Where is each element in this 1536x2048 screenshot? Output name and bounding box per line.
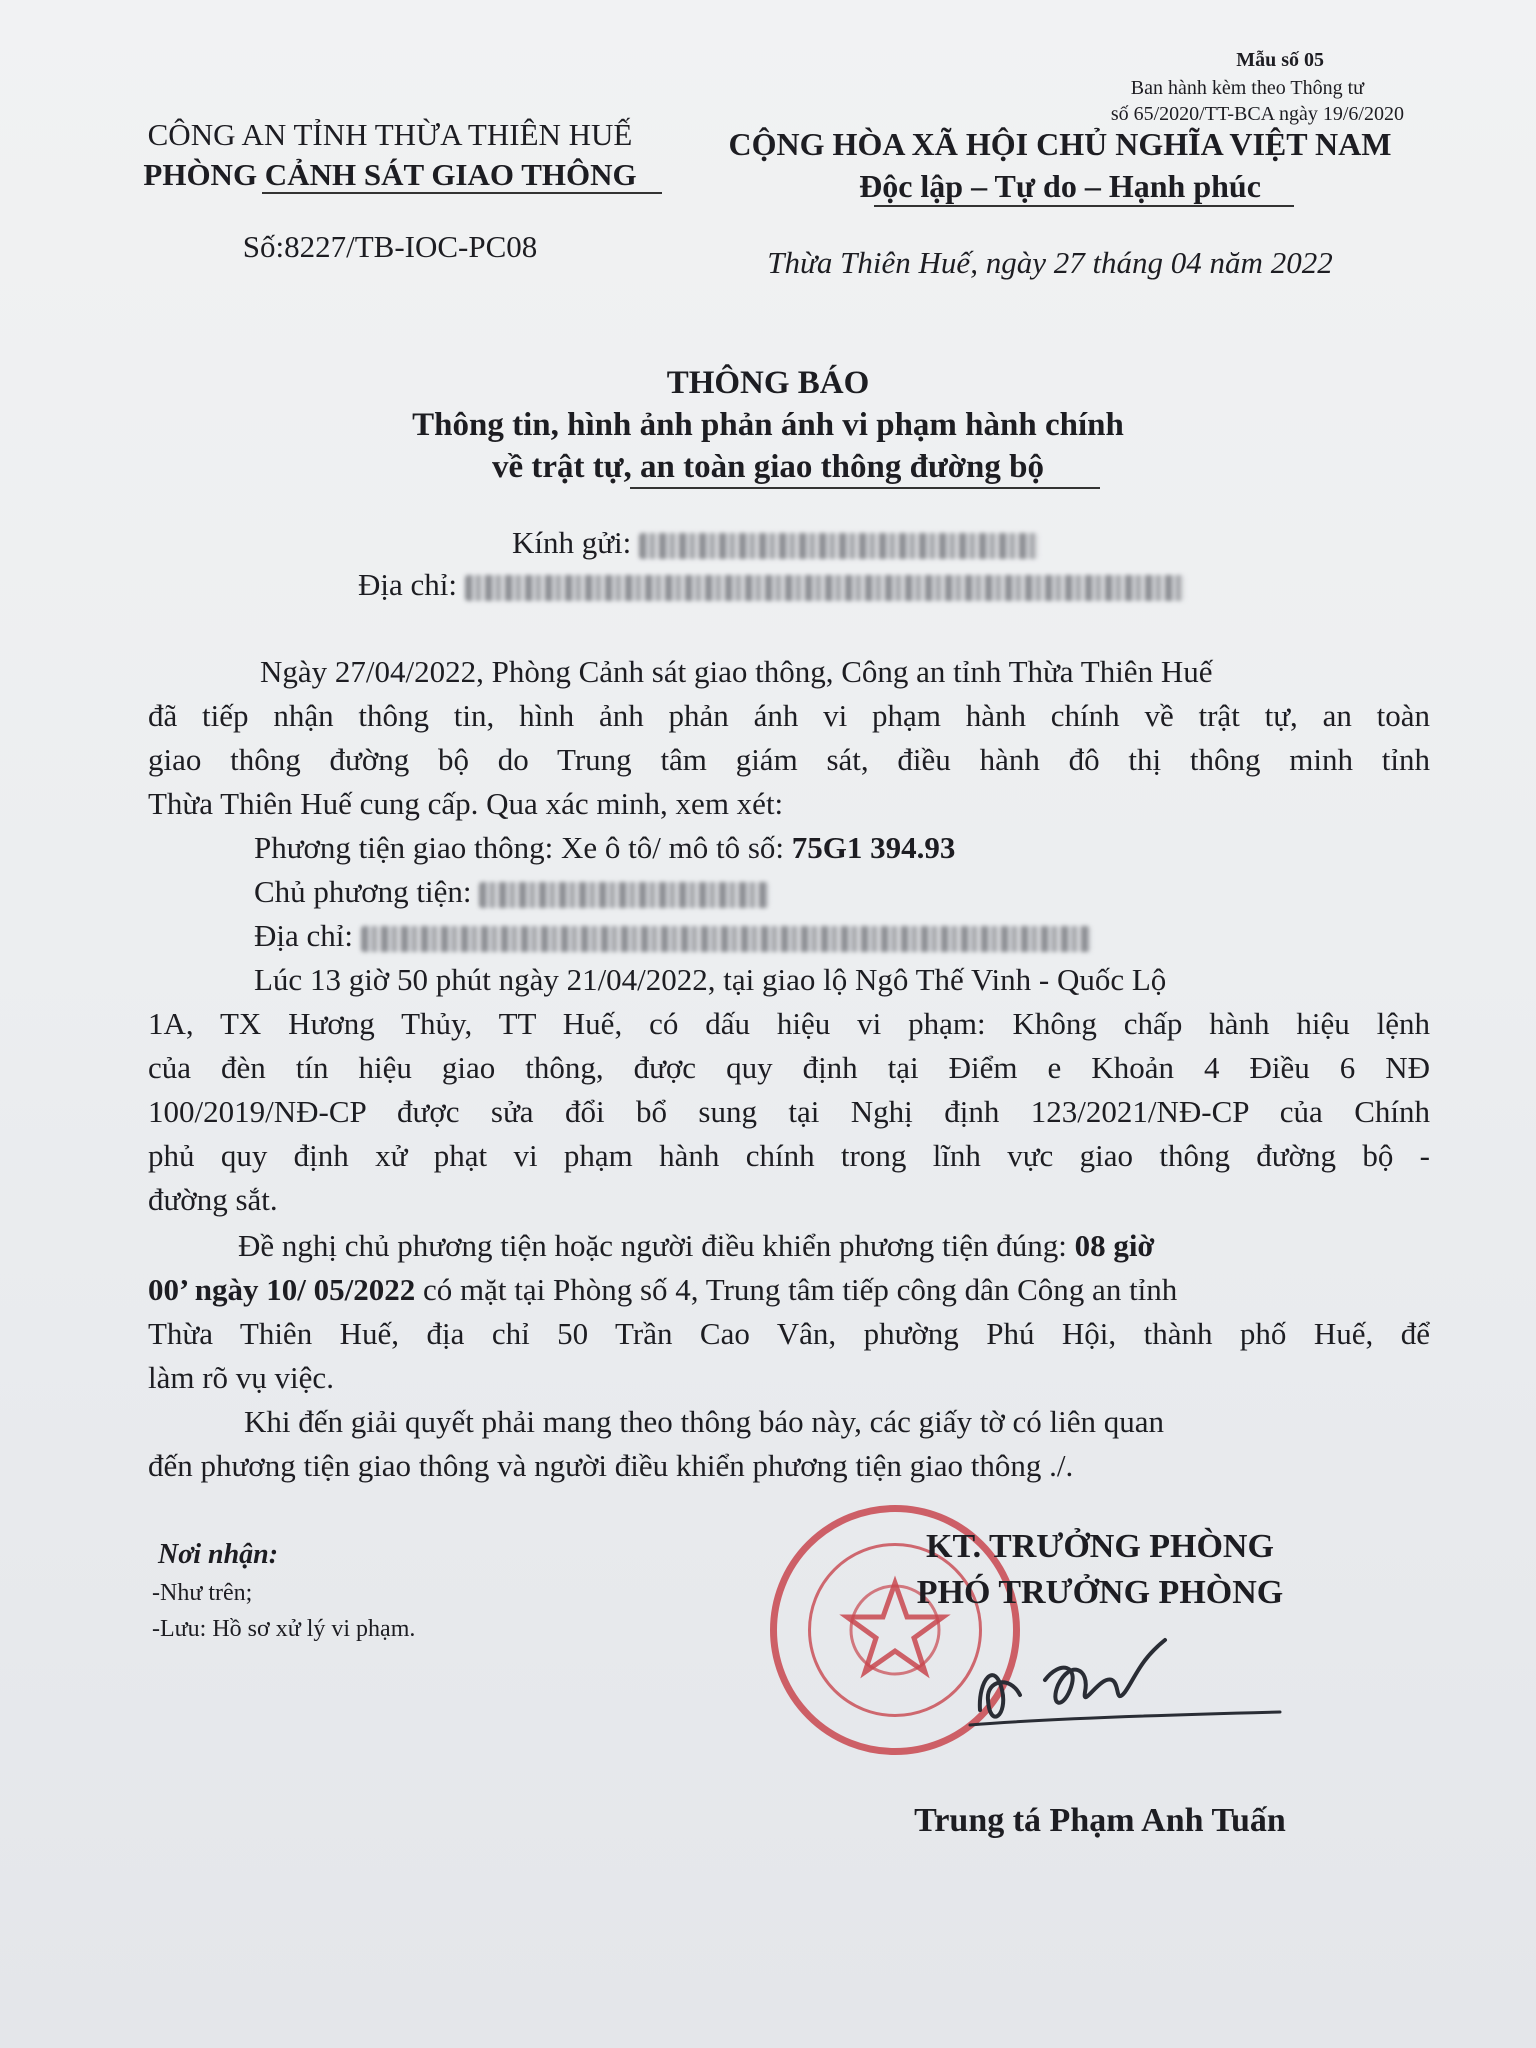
national-motto: Độc lập – Tự do – Hạnh phúc	[859, 168, 1261, 204]
p3-line-2-text: có mặt tại Phòng số 4, Trung tâm tiếp công dân Công an tỉnh	[423, 1272, 1178, 1307]
vehicle-label: Phương tiện giao thông: Xe ô tô/ mô tô số:	[254, 830, 785, 865]
motto-underline	[874, 205, 1294, 207]
p1-line-4: Thừa Thiên Huế cung cấp. Qua xác minh, xem xét:	[148, 786, 784, 821]
p1-line-1: Ngày 27/04/2022, Phòng Cảnh sát giao thông, Công an tỉnh Thừa Thiên Huế	[260, 654, 1213, 689]
p3-line-1-text: Đề nghị chủ phương tiện hoặc người điều khiển phương tiện đúng:	[238, 1228, 1067, 1263]
form-issued-with: Ban hành kèm theo Thông tư	[1130, 77, 1364, 99]
appointment-date: 00’ ngày 10/ 05/2022	[148, 1272, 416, 1307]
p2-line-3: của đèn tín hiệu giao thông, được quy định tại Điểm e Khoản 4 Điều 6 NĐ	[148, 1050, 1430, 1085]
recipient-to	[512, 522, 1039, 564]
redacted-recipient-name	[639, 533, 1039, 559]
owner-address-line	[148, 914, 1536, 958]
signer-name: Trung tá Phạm Anh Tuấn	[914, 1802, 1286, 1839]
subtitle-underline	[630, 487, 1100, 489]
place-date: Thừa Thiên Huế, ngày 27 tháng 04 năm 2022	[767, 245, 1333, 280]
appointment-hour: 08 giờ	[1074, 1228, 1155, 1263]
agency-parent: CÔNG AN TỈNH THỪA THIÊN HUẾ	[147, 117, 633, 152]
form-number: Mẫu số 05	[1236, 49, 1324, 71]
p2-line-4: 100/2019/NĐ-CP được sửa đổi bổ sung tại Nghị định 123/2021/NĐ-CP của Chính	[148, 1094, 1430, 1129]
notice-subtitle-1: Thông tin, hình ảnh phản ánh vi phạm hành chính	[412, 407, 1124, 443]
redacted-recipient-address	[465, 575, 1185, 601]
handwritten-signature	[950, 1620, 1290, 1750]
recipients-item-1: -Như trên;	[152, 1580, 253, 1606]
p2-line-5: phủ quy định xử phạt vi phạm hành chính trong lĩnh vực giao thông đường bộ -	[148, 1138, 1430, 1173]
owner-line	[148, 870, 1536, 914]
notice-subtitle-2: về trật tự, an toàn giao thông đường bộ	[491, 449, 1044, 485]
agency-underline	[262, 192, 662, 194]
agency-name: PHÒNG CẢNH SÁT GIAO THÔNG	[143, 157, 637, 192]
p1-line-3: giao thông đường bộ do Trung tâm giám sát, điều hành đô thị thông minh tỉnh	[148, 742, 1430, 777]
owner-label: Chủ phương tiện:	[254, 874, 472, 909]
recipients-item-2: -Lưu: Hồ sơ xử lý vi phạm.	[152, 1616, 416, 1642]
p3-line-3: Thừa Thiên Huế, địa chỉ 50 Trần Cao Vân, phường Phú Hội, thành phố Huế, để	[148, 1316, 1430, 1351]
doc-number: Số:8227/TB-IOC-PC08	[242, 229, 538, 264]
vehicle-plate: 75G1 394.93	[791, 830, 956, 865]
national-title: CỘNG HÒA XÃ HỘI CHỦ NGHĨA VIỆT NAM	[728, 126, 1392, 162]
recipient-to-label: Kính gửi:	[512, 525, 632, 560]
notice-title: THÔNG BÁO	[666, 365, 870, 401]
p3-line-1	[148, 1224, 1430, 1268]
p1-line-2: đã tiếp nhận thông tin, hình ảnh phản ánh vi phạm hành chính về trật tự, an toàn	[148, 698, 1430, 733]
owner-address-label: Địa chỉ:	[254, 918, 353, 953]
recipient-address-label: Địa chỉ:	[358, 567, 457, 602]
signature-title-2: PHÓ TRƯỞNG PHÒNG	[916, 1574, 1284, 1611]
recipient-address	[358, 564, 1185, 606]
p3-line-4: làm rõ vụ việc.	[148, 1360, 334, 1395]
signature-title-1: KT. TRƯỞNG PHÒNG	[926, 1528, 1274, 1565]
recipients-label: Nơi nhận:	[158, 1539, 279, 1570]
redacted-owner-name	[479, 882, 769, 908]
vehicle-line	[148, 826, 1536, 870]
redacted-owner-address	[361, 926, 1091, 952]
p2-line-6: đường sắt.	[148, 1182, 278, 1217]
p2-line-1: Lúc 13 giờ 50 phút ngày 21/04/2022, tại giao lộ Ngô Thế Vinh - Quốc Lộ	[254, 962, 1167, 997]
p4-line-1: Khi đến giải quyết phải mang theo thông báo này, các giấy tờ có liên quan	[244, 1404, 1165, 1439]
p4-line-2: đến phương tiện giao thông và người điều khiển phương tiện giao thông ./.	[148, 1448, 1074, 1483]
form-circular: số 65/2020/TT-BCA ngày 19/6/2020	[1110, 103, 1404, 125]
p2-line-2: 1A, TX Hương Thủy, TT Huế, có dấu hiệu vi phạm: Không chấp hành hiệu lệnh	[148, 1006, 1430, 1041]
p3-line-2	[148, 1268, 1430, 1312]
